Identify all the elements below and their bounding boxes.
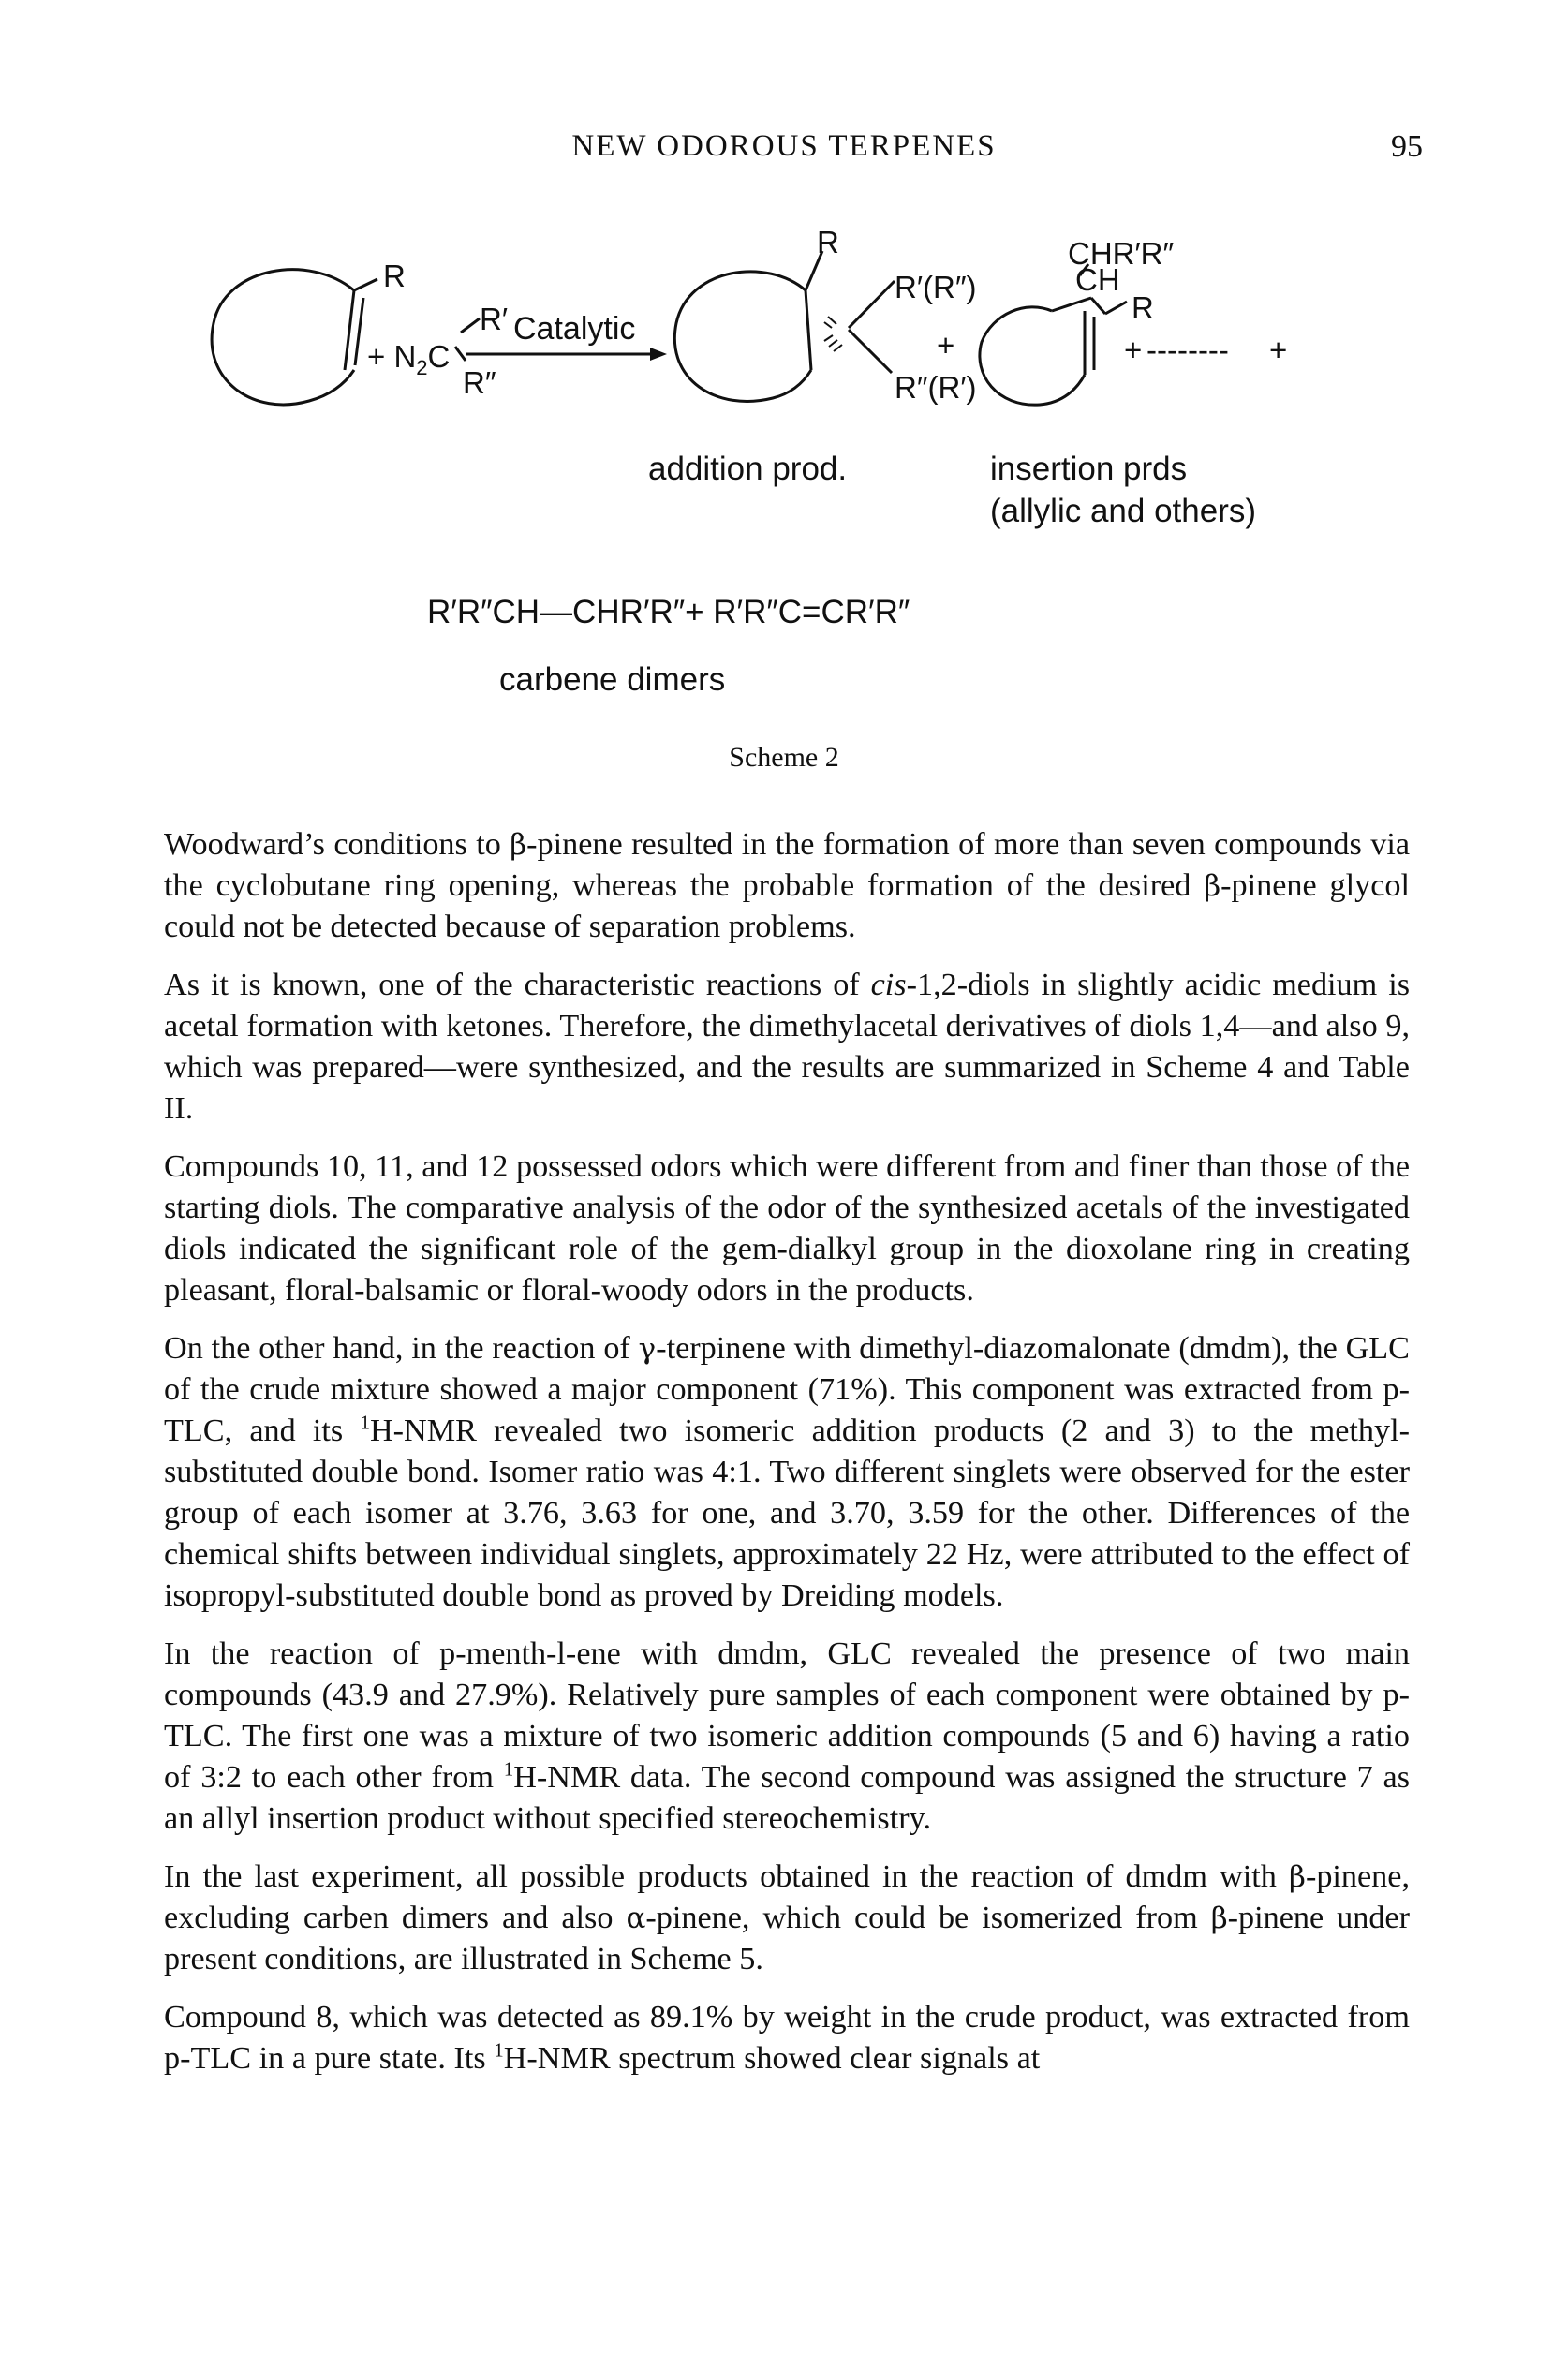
insertion-label-2: (allylic and others) [990,493,1256,529]
product-r-prime-label: R′(R″) [895,270,977,304]
scheme-2-drawing [0,225,1568,787]
insertion-label-1: insertion prds [990,451,1188,487]
n2c-label: + $N_2C$ [367,339,451,379]
running-header [0,129,1568,167]
plus-sign-2: + [1124,333,1143,367]
addition-ring [674,272,811,402]
reagent-r-prime-label: R′ [480,302,509,336]
insertion-ch-label: CH [1075,262,1120,297]
dimer-label: carbene dimers [499,661,726,698]
insertion-ring [980,307,1085,405]
paragraph-3: Compounds 10, 11, and 12 possessed odors which were different from and finer than those of the starting diols. The comparative analysis of the odor of the synthesized acetals of the investigated diols indicated the significant role of the gem-dialkyl group in the dioxolane ring in creating pleasant, floral-balsamic or floral-woody odors in the products. [164,1149,1410,1308]
reactant-double-bond [345,290,354,370]
paragraph-4: On the other hand, in the reaction of γ-terpinene with dimethyl-diazomalonate (dmdm), the GLC of the crude mixture showed a major component (71%). This component was extracted from p-TLC, and its $^1$H-NMR revealed two isomeric addition products (2 and 3) to the methyl-substituted double bond. Isomer ratio was 4:1. Two different singlets were observed for the ester group of each isomer at 3.76, 3.63 for one, and 3.70, 3.59 for the other. Differences of the chemical shifts between individual singlets, approximately 22 Hz, were attributed to the effect of isopropyl-substituted double bond as proved by Dreiding models. [164,1331,1410,1613]
paragraph-5: In the reaction of p-menth-l-ene with dmdm, GLC revealed the presence of two main compounds (43.9 and 27.9%). Relatively pure samples of each component were obtained by p-TLC. The first one was a mixture of two isomeric addition compounds (5 and 6) having a ratio of 3:2 to each other from $^1$H-NMR data. The second compound was assigned the structure 7 as an allyl insertion product without specified stereochemistry. [164,1636,1410,1836]
plus-sign-3: + [1269,333,1288,367]
catalytic-label: Catalytic [513,311,636,347]
product-r-label: R [817,225,839,259]
page-number: 95 [1391,129,1423,164]
scheme-2-figure [0,225,1568,787]
addition-label: addition prod. [648,451,848,487]
insertion-chr-label: CHR′R″ [1068,236,1175,271]
stereo-hash-marks [824,317,842,351]
paragraph-6: In the last experiment, all possible products obtained in the reaction of dmdm with β-pinene, excluding carben dimers and also α-pinene, which could be isomerized from β-pinene under present conditions, are illustrated in Scheme 5. [164,1859,1410,1976]
reagent-r-double-label: R″ [463,365,496,400]
body-text [164,824,1410,2096]
paragraph-7: Compound 8, which was detected as 89.1% by weight in the crude product, was extracted from p-TLC in a pure state. Its $^1$H-NMR spectrum showed clear signals at [164,2000,1410,2076]
reactant-r-label: R [383,259,406,293]
paragraph-2: As it is known, one of the characteristic reactions of cis-1,2-diols in slightly acidic medium is acetal formation with ketones. Therefore, the dimethylacetal derivatives of diols 1,4—and also 9, which was prepared—were synthesized, and the results are summarized in Scheme 4 and Table II. [164,968,1410,1126]
dimer-formula: R′R″CH—CHR′R″+ R′R″C=CR′R″ [427,594,910,630]
running-title: NEW ODOROUS TERPENES [571,129,997,163]
paragraph-1: Woodward’s conditions to β-pinene resulted in the formation of more than seven compounds via the cyclobutane ring opening, whereas the probable formation of the desired β-pinene glycol could not be detected because of separation problems. [164,827,1410,944]
scheme-caption: Scheme 2 [729,742,839,773]
reactant-ring [212,270,354,405]
plus-sign-1: + [937,328,955,363]
insertion-r-label: R [1132,290,1154,325]
dash-separator: -------- [1146,333,1229,367]
product-r-double-label: R″(R′) [895,370,977,405]
